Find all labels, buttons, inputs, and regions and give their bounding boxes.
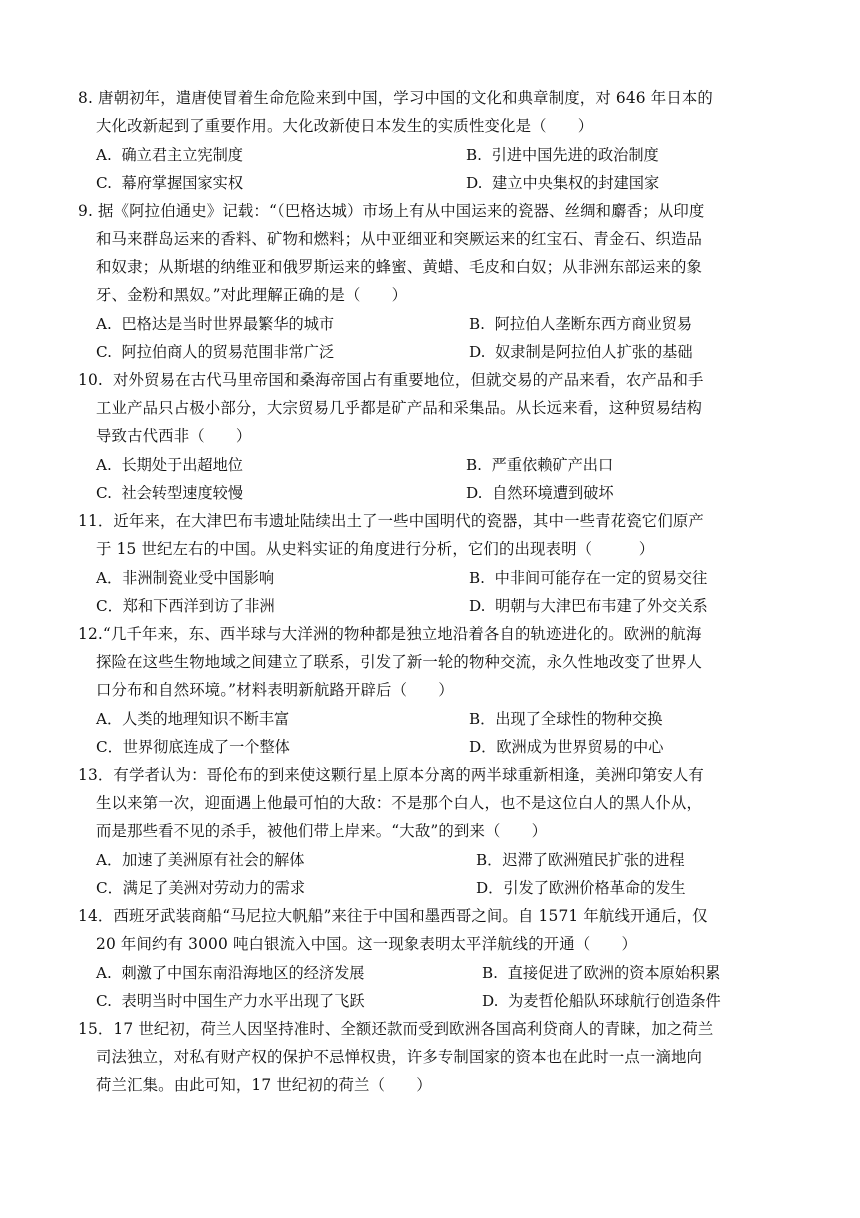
option-d: D. 明朝与大津巴布韦建了外交关系: [469, 597, 708, 615]
option-c: C．世界彻底连成了一个整体: [96, 738, 290, 756]
question-stem-line: 8. 唐朝初年，遣唐使冒着生命危险来到中国，学习中国的文化和典章制度，对 646 年日本的: [78, 89, 713, 107]
question-stem-line: 牙、金粉和黑奴。”对此理解正确的是（ ）: [96, 286, 408, 304]
option-c: C．满足了美洲对劳动力的需求: [96, 879, 306, 897]
question-stem-line: 口分布和自然环境。”材料表明新航路开辟后（ ）: [96, 681, 454, 699]
option-c: C．郑和下西洋到访了非洲: [96, 597, 275, 615]
question-stem-line: 9. 据《阿拉伯通史》记载：“（巴格达城）市场上有从中国运来的瓷器、丝绸和麝香；从印度: [78, 202, 705, 220]
question-stem-line: 导致古代西非（ ）: [96, 427, 252, 445]
question-stem-line: 15．17 世纪初，荷兰人因坚持准时、全额还款而受到欧洲各国高利贷商人的青睐，加之荷兰: [78, 1020, 714, 1038]
option-b: B. 引进中国先进的政治制度: [466, 146, 659, 164]
option-d: D. 为麦哲伦船队环球航行创造条件: [482, 992, 721, 1010]
option-b: B．迟滞了欧洲殖民扩张的进程: [476, 851, 685, 869]
question-stem-line: 20 年间约有 3000 吨白银流入中国。这一现象表明太平洋航线的开通（ ）: [96, 935, 637, 953]
question-stem-line: 而是那些看不见的杀手，被他们带上岸来。“大敌”的到来（ ）: [96, 822, 548, 840]
option-a: A．人类的地理知识不断丰富: [96, 710, 290, 728]
option-c: C. 表明当时中国生产力水平出现了飞跃: [96, 992, 365, 1010]
question-stem-line: 12.“几千年来，东、西半球与大洋洲的物种都是独立地沿着各自的轨迹进化的。欧洲的航海: [78, 625, 702, 643]
option-d: D．引发了欧洲价格革命的发生: [476, 879, 686, 897]
option-b: B. 严重依赖矿产出口: [466, 456, 614, 474]
option-d: D. 奴隶制是阿拉伯人扩张的基础: [469, 343, 693, 361]
option-b: B. 阿拉伯人垄断东西方商业贸易: [469, 315, 693, 333]
option-b: B. 中非间可能存在一定的贸易交往: [469, 569, 708, 587]
question-stem-line: 13．有学者认为：哥伦布的到来使这颗行星上原本分离的两半球重新相逢，美洲印第安人有: [78, 766, 704, 784]
option-a: A. 长期处于出超地位: [96, 456, 243, 474]
question-stem-line: 和马来群岛运来的香料、矿物和燃料；从中亚细亚和突厥运来的红宝石、青金石、织造品: [96, 230, 703, 248]
option-d: D. 自然环境遭到破坏: [466, 484, 614, 502]
option-b: B. 直接促进了欧洲的资本原始积累: [482, 964, 721, 982]
question-stem-line: 生以来第一次，迎面遇上他最可怕的大敌：不是那个白人，也不是这位白人的黑人仆从，: [96, 794, 703, 812]
question-stem-line: 11．近年来，在大津巴布韦遗址陆续出土了一些中国明代的瓷器，其中一些青花瓷它们原产: [78, 512, 704, 530]
question-stem-line: 工业产品只占极小部分，大宗贸易几乎都是矿产品和采集品。从长远来看，这种贸易结构: [96, 399, 703, 417]
question-stem-line: 10. 对外贸易在古代马里帝国和桑海帝国占有重要地位，但就交易的产品来看，农产品和手: [78, 371, 704, 389]
option-d: D. 建立中央集权的封建国家: [466, 174, 660, 192]
option-b: B．出现了全球性的物种交换: [469, 710, 663, 728]
question-stem-line: 于 15 世纪左右的中国。从史料实证的角度进行分析，它们的出现表明（ ）: [96, 540, 655, 558]
question-stem-line: 14．西班牙武装商船“马尼拉大帆船”来往于中国和墨西哥之间。自 1571 年航线开通后，仅: [78, 907, 708, 925]
question-stem-line: 司法独立，对私有财产权的保护不忌惮权贵，许多专制国家的资本也在此时一点一滴地向: [96, 1048, 703, 1066]
option-c: C. 幕府掌握国家实权: [96, 174, 244, 192]
option-a: A. 刺激了中国东南沿海地区的经济发展: [96, 964, 365, 982]
option-d: D．欧洲成为世界贸易的中心: [469, 738, 664, 756]
option-a: A. 巴格达是当时世界最繁华的城市: [96, 315, 335, 333]
question-stem-line: 和奴隶；从斯堪的纳维亚和俄罗斯运来的蜂蜜、黄蜡、毛皮和白奴；从非洲东部运来的象: [96, 258, 703, 276]
option-c: C. 社会转型速度较慢: [96, 484, 244, 502]
question-stem-line: 探险在这些生物地域之间建立了联系，引发了新一轮的物种交流，永久性地改变了世界人: [96, 653, 703, 671]
question-stem-line: 荷兰汇集。由此可知，17 世纪初的荷兰（ ）: [96, 1076, 432, 1094]
option-a: A．非洲制瓷业受中国影响: [96, 569, 275, 587]
option-a: A．加速了美洲原有社会的解体: [96, 851, 305, 869]
option-a: A. 确立君主立宪制度: [96, 146, 243, 164]
option-c: C. 阿拉伯商人的贸易范围非常广泛: [96, 343, 335, 361]
question-stem-line: 大化改新起到了重要作用。大化改新使日本发生的实质性变化是（ ）: [96, 117, 594, 135]
